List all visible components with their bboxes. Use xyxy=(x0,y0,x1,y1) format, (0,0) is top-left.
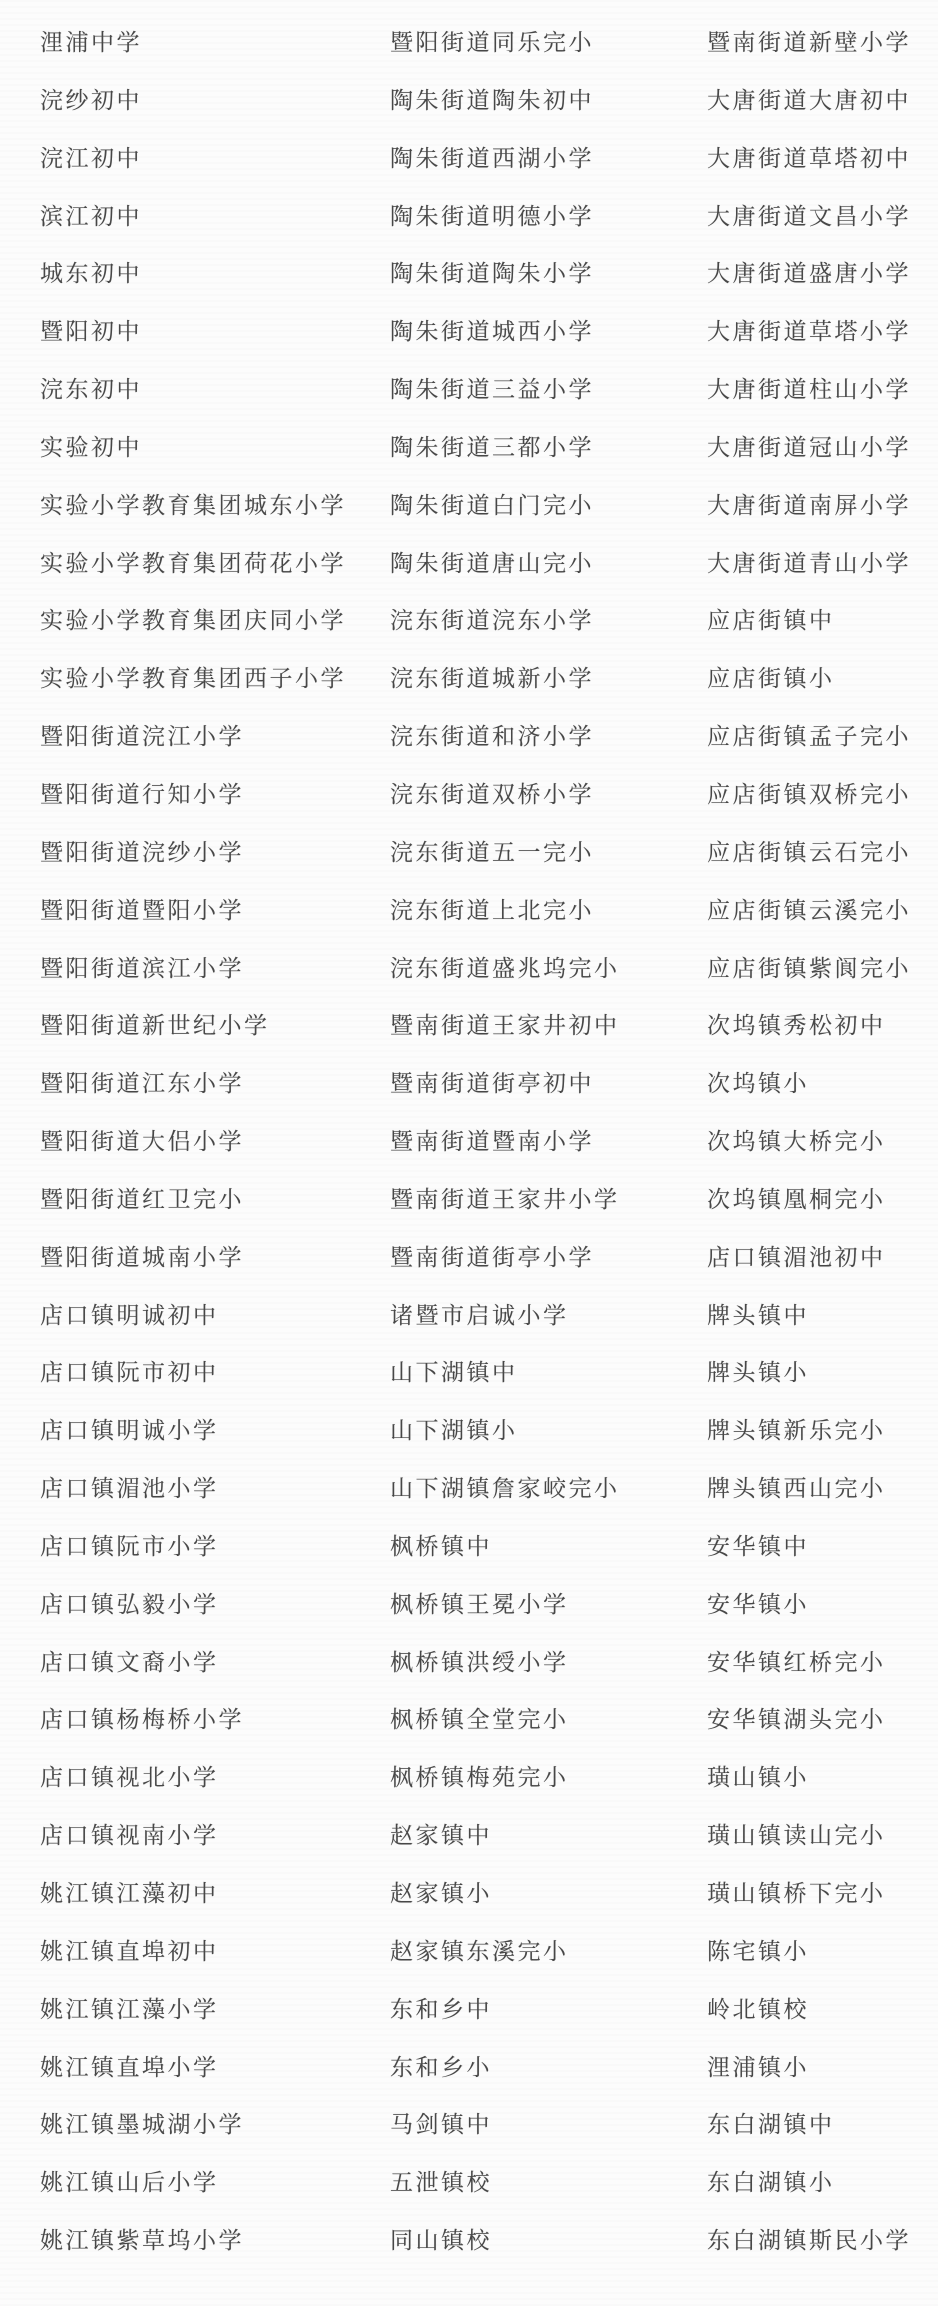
list-item: 暨阳街道新世纪小学 xyxy=(40,1013,270,1039)
list-item: 赵家镇东溪完小 xyxy=(390,1938,569,1964)
list-item: 五泄镇校 xyxy=(390,2170,492,2196)
list-item: 安华镇中 xyxy=(707,1533,809,1559)
list-item: 大唐街道南屏小学 xyxy=(707,492,911,518)
list-item: 安华镇小 xyxy=(707,1591,809,1617)
list-item: 店口镇阮市小学 xyxy=(40,1533,219,1559)
list-item: 暨阳街道红卫完小 xyxy=(40,1186,244,1212)
list-item: 山下湖镇詹家峧完小 xyxy=(390,1476,620,1502)
list-item: 璜山镇桥下完小 xyxy=(707,1881,886,1906)
list-item: 次坞镇秀松初中 xyxy=(707,1013,886,1039)
list-item: 大唐街道青山小学 xyxy=(707,550,911,576)
list-item: 浣东初中 xyxy=(40,377,142,403)
school-column-1 xyxy=(40,14,346,2270)
list-item: 陈宅镇小 xyxy=(707,1938,809,1964)
list-item: 浣东街道浣东小学 xyxy=(390,608,594,634)
list-item: 次坞镇小 xyxy=(707,1071,809,1097)
list-item: 安华镇湖头完小 xyxy=(707,1707,886,1733)
list-item: 暨南街道王家井小学 xyxy=(390,1186,620,1212)
list-item: 枫桥镇梅苑完小 xyxy=(390,1765,569,1791)
list-item: 马剑镇中 xyxy=(390,2112,492,2138)
list-item: 暨阳街道滨江小学 xyxy=(40,955,244,981)
list-item: 浣东街道和济小学 xyxy=(390,724,594,750)
list-item: 枫桥镇中 xyxy=(390,1533,492,1559)
list-item: 实验小学教育集团荷花小学 xyxy=(40,550,346,576)
list-item: 暨南街道王家井初中 xyxy=(390,1013,620,1039)
list-item: 浣纱初中 xyxy=(40,87,142,113)
list-item: 应店街镇双桥完小 xyxy=(707,781,911,807)
list-item: 应店街镇孟子完小 xyxy=(707,724,911,750)
list-item: 牌头镇西山完小 xyxy=(707,1476,886,1502)
list-item: 大唐街道草塔初中 xyxy=(707,145,911,171)
list-item: 牌头镇中 xyxy=(707,1302,809,1328)
list-item: 暨阳初中 xyxy=(40,319,142,345)
list-item: 姚江镇直埠初中 xyxy=(40,1938,219,1964)
list-item: 陶朱街道三都小学 xyxy=(390,434,594,460)
list-item: 店口镇湄池小学 xyxy=(40,1476,219,1502)
list-item: 大唐街道柱山小学 xyxy=(707,377,911,403)
list-item: 实验小学教育集团西子小学 xyxy=(40,666,346,692)
list-item: 暨阳街道行知小学 xyxy=(40,781,244,807)
list-item: 同山镇校 xyxy=(390,2228,492,2254)
list-item: 店口镇视南小学 xyxy=(40,1823,219,1849)
list-item: 东和乡小 xyxy=(390,2054,492,2080)
list-item: 大唐街道冠山小学 xyxy=(707,434,911,460)
list-item: 东白湖镇中 xyxy=(707,2112,835,2138)
list-item: 璜山镇读山完小 xyxy=(707,1823,886,1849)
list-item: 赵家镇中 xyxy=(390,1823,492,1849)
list-item: 店口镇视北小学 xyxy=(40,1765,219,1791)
list-item: 暨阳街道同乐完小 xyxy=(390,30,594,55)
list-item: 诸暨市启诚小学 xyxy=(390,1302,569,1328)
list-item: 陶朱街道城西小学 xyxy=(390,319,594,345)
list-item: 山下湖镇中 xyxy=(390,1360,518,1386)
list-item: 浣东街道五一完小 xyxy=(390,839,594,865)
list-item: 暨阳街道城南小学 xyxy=(40,1244,244,1270)
list-item: 大唐街道文昌小学 xyxy=(707,203,911,229)
school-column-2 xyxy=(390,14,620,2270)
list-item: 姚江镇江藻小学 xyxy=(40,1996,219,2022)
list-item: 牌头镇新乐完小 xyxy=(707,1418,886,1444)
list-item: 应店街镇中 xyxy=(707,608,835,634)
list-item: 赵家镇小 xyxy=(390,1881,492,1906)
list-item: 浣东街道盛兆坞完小 xyxy=(390,955,620,981)
list-item: 东和乡中 xyxy=(390,1996,492,2022)
list-item: 姚江镇直埠小学 xyxy=(40,2054,219,2080)
list-item: 次坞镇凰桐完小 xyxy=(707,1186,886,1212)
list-item: 浣东街道双桥小学 xyxy=(390,781,594,807)
list-item: 浬浦镇小 xyxy=(707,2054,809,2080)
list-item: 枫桥镇洪绶小学 xyxy=(390,1649,569,1675)
list-item: 应店街镇云石完小 xyxy=(707,839,911,865)
list-item: 陶朱街道唐山完小 xyxy=(390,550,594,576)
list-item: 暨阳街道浣江小学 xyxy=(40,724,244,750)
list-item: 浬浦中学 xyxy=(40,30,142,55)
list-item: 枫桥镇全堂完小 xyxy=(390,1707,569,1733)
list-item: 暨南街道街亭初中 xyxy=(390,1071,594,1097)
list-item: 暨阳街道大侣小学 xyxy=(40,1129,244,1155)
list-item: 城东初中 xyxy=(40,261,142,287)
list-item: 实验小学教育集团城东小学 xyxy=(40,492,346,518)
list-item: 姚江镇墨城湖小学 xyxy=(40,2112,244,2138)
list-item: 安华镇红桥完小 xyxy=(707,1649,886,1675)
list-item: 店口镇阮市初中 xyxy=(40,1360,219,1386)
list-item: 暨南街道暨南小学 xyxy=(390,1129,594,1155)
list-item: 姚江镇紫草坞小学 xyxy=(40,2228,244,2254)
list-item: 山下湖镇小 xyxy=(390,1418,518,1444)
list-item: 滨江初中 xyxy=(40,203,142,229)
list-item: 陶朱街道白门完小 xyxy=(390,492,594,518)
list-item: 陶朱街道陶朱初中 xyxy=(390,87,594,113)
list-item: 暨南街道街亭小学 xyxy=(390,1244,594,1270)
list-item: 陶朱街道西湖小学 xyxy=(390,145,594,171)
list-item: 东白湖镇斯民小学 xyxy=(707,2228,911,2254)
list-item: 姚江镇江藻初中 xyxy=(40,1881,219,1906)
list-item: 暨阳街道暨阳小学 xyxy=(40,897,244,923)
list-item: 岭北镇校 xyxy=(707,1996,809,2022)
list-item: 大唐街道盛唐小学 xyxy=(707,261,911,287)
list-item: 浣江初中 xyxy=(40,145,142,171)
list-item: 次坞镇大桥完小 xyxy=(707,1129,886,1155)
list-item: 牌头镇小 xyxy=(707,1360,809,1386)
list-item: 璜山镇小 xyxy=(707,1765,809,1791)
list-item: 店口镇湄池初中 xyxy=(707,1244,886,1270)
school-column-3 xyxy=(707,14,911,2270)
list-item: 东白湖镇小 xyxy=(707,2170,835,2196)
list-item: 陶朱街道陶朱小学 xyxy=(390,261,594,287)
list-item: 店口镇明诚初中 xyxy=(40,1302,219,1328)
list-item: 店口镇文裔小学 xyxy=(40,1649,219,1675)
list-item: 暨南街道新壁小学 xyxy=(707,30,911,55)
list-item: 实验初中 xyxy=(40,434,142,460)
list-item: 店口镇杨梅桥小学 xyxy=(40,1707,244,1733)
list-item: 大唐街道草塔小学 xyxy=(707,319,911,345)
list-item: 暨阳街道江东小学 xyxy=(40,1071,244,1097)
list-item: 实验小学教育集团庆同小学 xyxy=(40,608,346,634)
list-item: 应店街镇云溪完小 xyxy=(707,897,911,923)
list-item: 大唐街道大唐初中 xyxy=(707,87,911,113)
list-item: 应店街镇小 xyxy=(707,666,835,692)
list-item: 店口镇弘毅小学 xyxy=(40,1591,219,1617)
list-item: 店口镇明诚小学 xyxy=(40,1418,219,1444)
list-item: 暨阳街道浣纱小学 xyxy=(40,839,244,865)
list-item: 枫桥镇王冕小学 xyxy=(390,1591,569,1617)
list-item: 陶朱街道三益小学 xyxy=(390,377,594,403)
list-item: 浣东街道上北完小 xyxy=(390,897,594,923)
list-item: 浣东街道城新小学 xyxy=(390,666,594,692)
list-item: 应店街镇紫阆完小 xyxy=(707,955,911,981)
list-item: 陶朱街道明德小学 xyxy=(390,203,594,229)
list-item: 姚江镇山后小学 xyxy=(40,2170,219,2196)
